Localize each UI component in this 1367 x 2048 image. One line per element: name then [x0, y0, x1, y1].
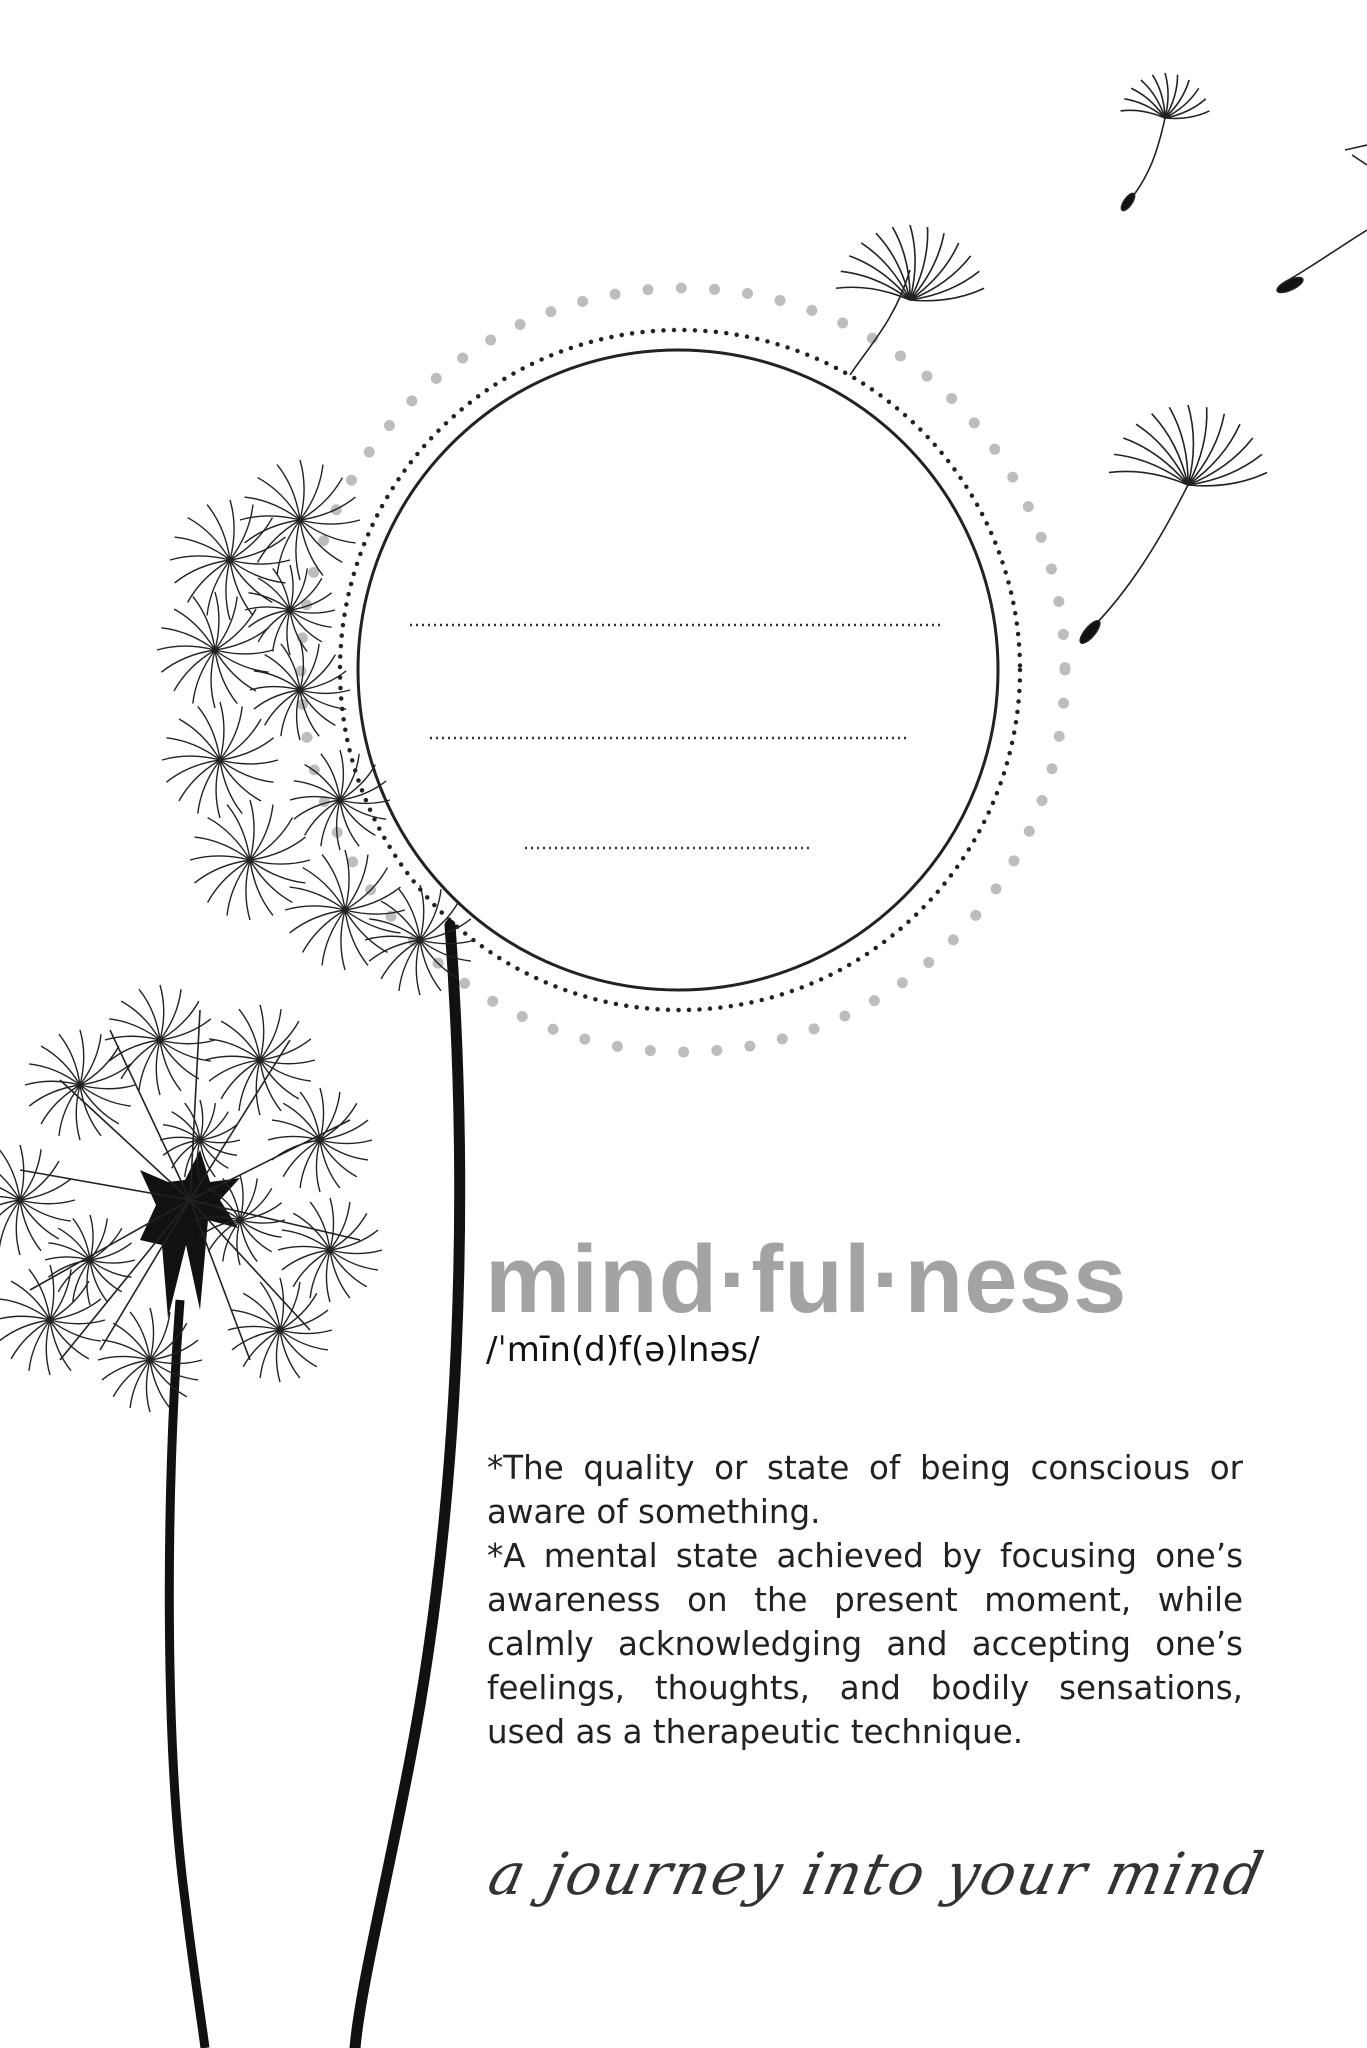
seed-puff: [190, 800, 310, 920]
seed-puff: [45, 1215, 135, 1305]
seed-puff: [228, 1278, 332, 1382]
seed-puff: [157, 592, 273, 708]
seed-puff: [365, 885, 475, 995]
seed-puff: [25, 1030, 135, 1140]
seed-puff: [205, 1005, 315, 1115]
blossom-head: [20, 1010, 360, 1360]
flying-seed-2: [1077, 405, 1267, 646]
seed-puff: [98, 1308, 202, 1412]
definitions: [487, 1446, 1243, 1754]
seed-puff: [0, 1265, 105, 1375]
definition-2: *A mental state achieved by focusing one’s awareness on the present moment, while calmly acknowledging and accepting one’s feelings, thoughts, and bodily sensations, used as a therapeutic technique.: [487, 1537, 1243, 1751]
seed-puff: [250, 640, 350, 740]
seed-puff: [285, 850, 405, 970]
seed-puff: [170, 500, 290, 620]
pronunciation: /ˈmīn(d)f(ə)lnəs/: [486, 1330, 760, 1370]
seed-puff: [278, 1198, 382, 1302]
seed-puff: [268, 1088, 372, 1192]
seed-puff: [240, 460, 360, 580]
page-title: mind·ful·ness: [485, 1226, 1128, 1333]
flying-seed-3: [1119, 73, 1209, 212]
seed-puff: [245, 565, 335, 655]
back-stem: [169, 1300, 205, 2048]
seed-puff: [162, 702, 278, 818]
tagline: a journey into your mind: [482, 1840, 1271, 1908]
flying-seed-1: [836, 225, 984, 375]
seed-puff: [0, 1145, 75, 1255]
label-circle: [358, 350, 998, 990]
flying-seed-4: [1275, 145, 1367, 295]
definition-1: *The quality or state of being conscious or aware of something.: [487, 1449, 1243, 1531]
front-stem: [355, 925, 460, 2048]
